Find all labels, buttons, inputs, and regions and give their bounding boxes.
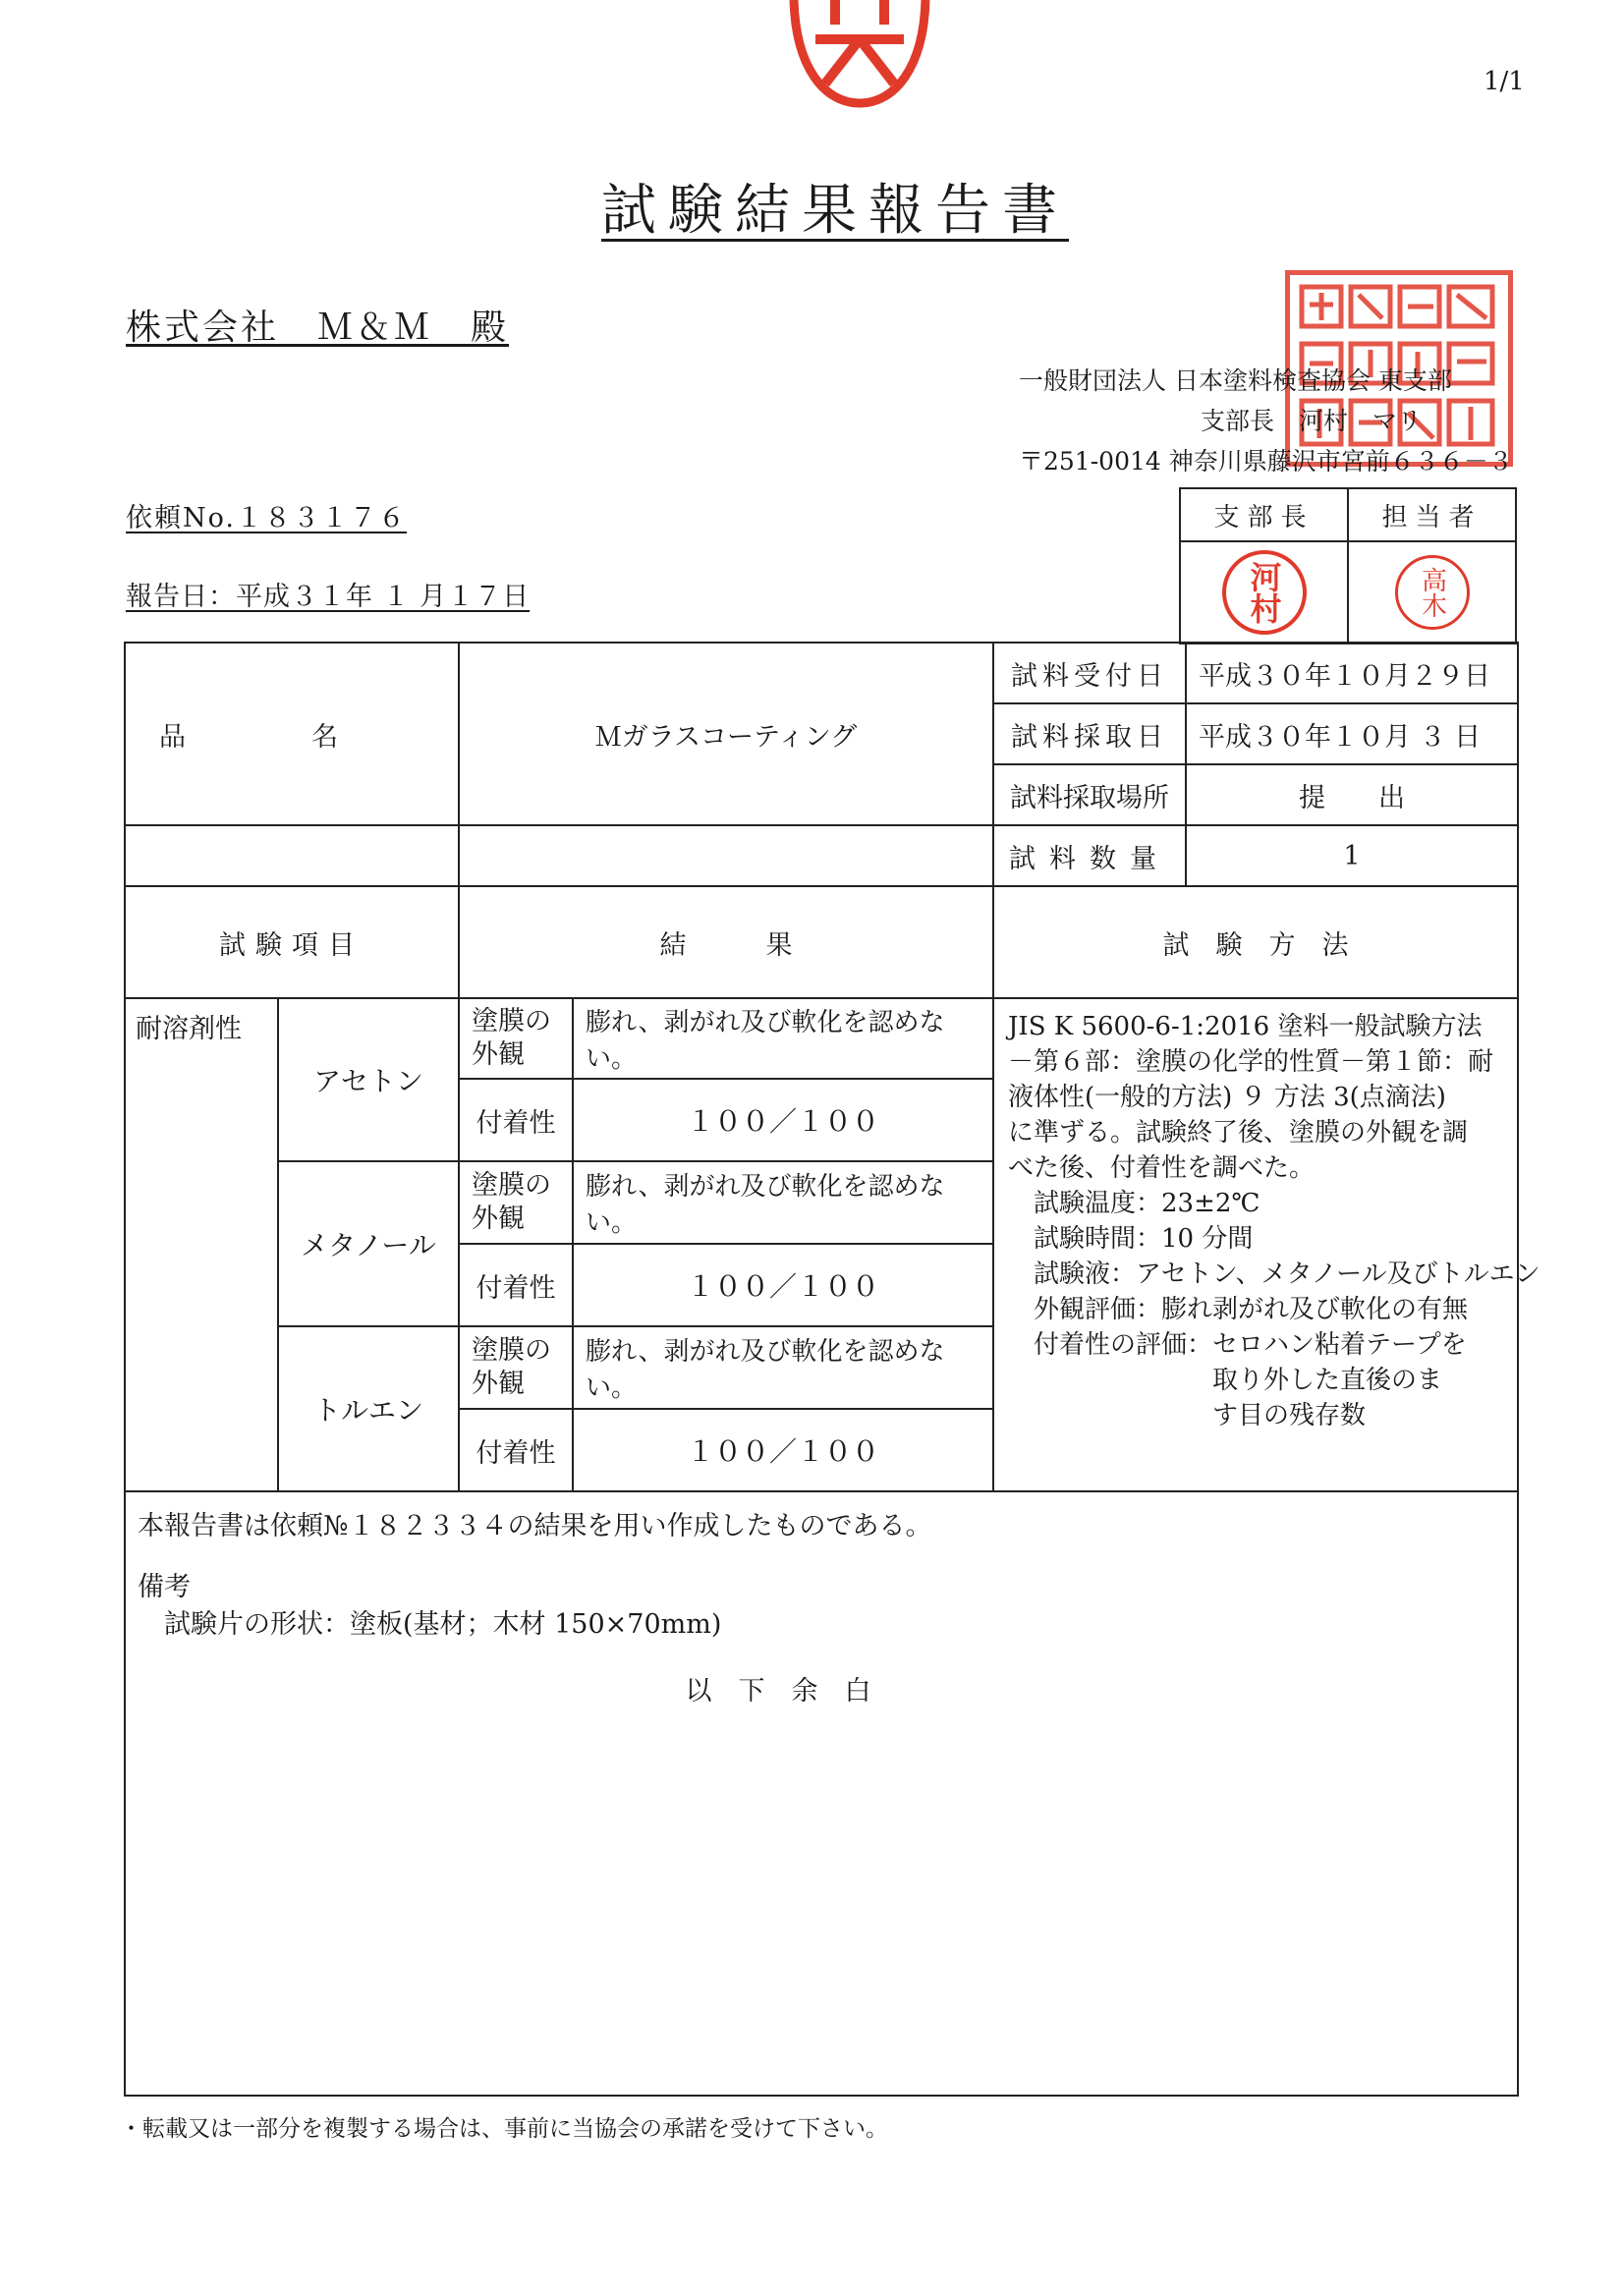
head-seal — [1222, 550, 1307, 635]
report-date: 報告日：平成３１年 １ 月１７日 — [126, 582, 531, 612]
appearance-label: 塗膜の 外観 — [472, 1335, 551, 1399]
adhesion-result-cell — [573, 1244, 993, 1326]
staff-seal — [1395, 555, 1470, 630]
adhesion-label: 付着性 — [476, 1272, 556, 1304]
sampling-date-value: 平成３０年１０月 ３ 日 — [1199, 721, 1482, 753]
appearance-result: 膨れ、剥がれ及び軟化を認めない。 — [586, 1337, 945, 1403]
appearance-result: 膨れ、剥がれ及び軟化を認めない。 — [586, 1008, 945, 1074]
method-cell — [993, 998, 1540, 1491]
sample-field-label — [993, 703, 1186, 764]
method-line: 試験温度：23±2℃ — [1008, 1189, 1260, 1218]
issuer-organization: 一般財団法人 日本塗料検査協会 東支部 — [1019, 366, 1452, 395]
footer-note: ・転載又は一部分を複製する場合は、事前に当協会の承諾を受けて下さい。 — [120, 2116, 888, 2142]
request-number: 依頼No.１８３１７６ — [126, 503, 407, 533]
product-name-value-cell — [459, 643, 993, 825]
adhesion-label: 付着性 — [476, 1437, 556, 1469]
report-table — [124, 642, 1540, 2097]
method-line: す目の残存数 — [1008, 1401, 1367, 1430]
page-title: 試験結果報告書 — [601, 179, 1069, 243]
sampling-date-label: 試料採取日 — [1011, 721, 1168, 753]
test-category-cell — [125, 998, 278, 1491]
approval-col-staff — [1348, 488, 1516, 541]
end-of-report: 以 下 余 白 — [685, 1676, 871, 1707]
method-line: べた後、付着性を調べた。 — [1008, 1153, 1316, 1183]
sample-field-value — [1186, 764, 1518, 825]
page-number: 1/1 — [1484, 67, 1525, 96]
receipt-date-value: 平成３０年１０月２９日 — [1199, 660, 1490, 692]
issuer-address: 〒251-0014 神奈川県藤沢市宮前６３６－３ — [1019, 447, 1513, 476]
sample-field-label — [993, 825, 1186, 886]
header-test-item-text: 試験項目 — [219, 929, 364, 961]
product-name-value: Ｍガラスコーティング — [594, 721, 858, 753]
solvent-acetone: アセトン — [313, 1065, 423, 1097]
adhesion-result: １００／１００ — [686, 1270, 879, 1303]
top-seal-stamp — [786, 0, 933, 108]
adhesion-label: 付着性 — [476, 1107, 556, 1139]
notes-source-line: 本報告書は依頼№１８２３３４の結果を用い作成したものである。 — [138, 1511, 932, 1541]
solvent-cell — [278, 998, 459, 1161]
appearance-label: 塗膜の 外観 — [472, 1006, 551, 1070]
appearance-result: 膨れ、剥がれ及び軟化を認めない。 — [586, 1172, 945, 1238]
appearance-result-cell — [573, 1161, 993, 1244]
header-result — [459, 886, 993, 998]
issuer-head: 支部長 河村 マリ — [1201, 407, 1423, 435]
adhesion-result: １００／１００ — [686, 1435, 879, 1468]
method-line: 液体性(一般的方法) ９ 方法 3(点滴法) — [1008, 1083, 1446, 1112]
receipt-date-label: 試料受付日 — [1011, 660, 1168, 692]
sample-count-value: 1 — [1343, 840, 1361, 871]
test-category: 耐溶剤性 — [136, 1014, 242, 1044]
approval-box — [1179, 487, 1517, 644]
solvent-cell — [278, 1326, 459, 1491]
adhesion-result-cell — [573, 1409, 993, 1491]
sampling-place-value: 提 出 — [1299, 782, 1405, 813]
sample-field-label — [993, 764, 1186, 825]
header-result-text: 結 果 — [659, 929, 793, 961]
product-name-label-cell — [125, 643, 459, 825]
sample-field-value — [1186, 825, 1518, 886]
appearance-result-cell — [573, 1326, 993, 1409]
appearance-label-cell — [459, 1326, 573, 1409]
appearance-label: 塗膜の 外観 — [472, 1170, 551, 1234]
sample-count-label: 試料数量 — [1009, 843, 1170, 874]
sample-field-value — [1186, 703, 1518, 764]
approval-seal-cell-2 — [1348, 541, 1516, 644]
sample-field-value — [1186, 643, 1518, 703]
approval-col-head — [1180, 488, 1348, 541]
method-line: に準ずる。試験終了後、塗膜の外観を調 — [1008, 1118, 1469, 1148]
approval-seal-cell-1 — [1180, 541, 1348, 644]
notes-cell — [125, 1491, 1518, 2096]
method-line: JIS K 5600-6-1:2016 塗料一般試験方法 — [1008, 1012, 1483, 1041]
empty-cell — [125, 825, 459, 886]
appearance-label-cell — [459, 1161, 573, 1244]
sample-field-label — [993, 643, 1186, 703]
adhesion-result: １００／１００ — [686, 1105, 879, 1138]
solvent-methanol: メタノール — [301, 1229, 436, 1261]
specimen-shape: 試験片の形状：塗板(基材；木材 150×70mm) — [138, 1609, 722, 1640]
head-seal-text: 河村 — [1245, 561, 1283, 624]
staff-seal-text: 高木 — [1417, 567, 1447, 618]
adhesion-result-cell — [573, 1079, 993, 1161]
adhesion-label-cell — [459, 1409, 573, 1491]
solvent-cell — [278, 1161, 459, 1326]
empty-cell — [459, 825, 993, 886]
adhesion-label-cell — [459, 1244, 573, 1326]
sampling-place-label: 試料採取場所 — [1010, 782, 1169, 813]
method-line: 付着性の評価：セロハン粘着テープを — [1008, 1330, 1467, 1360]
method-line: 試験時間：10 分間 — [1008, 1224, 1254, 1254]
appearance-label-cell — [459, 998, 573, 1079]
recipient: 株式会社 Ｍ＆Ｍ 殿 — [126, 308, 510, 348]
approval-col2-label: 担当者 — [1381, 502, 1483, 532]
header-test-item — [125, 886, 459, 998]
header-method — [993, 886, 1518, 998]
appearance-result-cell — [573, 998, 993, 1079]
adhesion-label-cell — [459, 1079, 573, 1161]
method-line: 取り外した直後のま — [1008, 1366, 1443, 1395]
remarks-label: 備考 — [138, 1572, 191, 1602]
product-name-label: 品 名 — [159, 721, 342, 753]
header-method-text: 試 験 方 法 — [1162, 929, 1349, 961]
approval-col1-label: 支部長 — [1213, 502, 1315, 532]
method-line: －第６部：塗膜の化学的性質－第１節：耐 — [1008, 1047, 1494, 1077]
solvent-toluene: トルエン — [312, 1394, 423, 1427]
method-line: 外観評価：膨れ剥がれ及び軟化の有無 — [1008, 1295, 1469, 1324]
method-line: 試験液：アセトン、メタノール及びトルエン — [1008, 1260, 1540, 1289]
